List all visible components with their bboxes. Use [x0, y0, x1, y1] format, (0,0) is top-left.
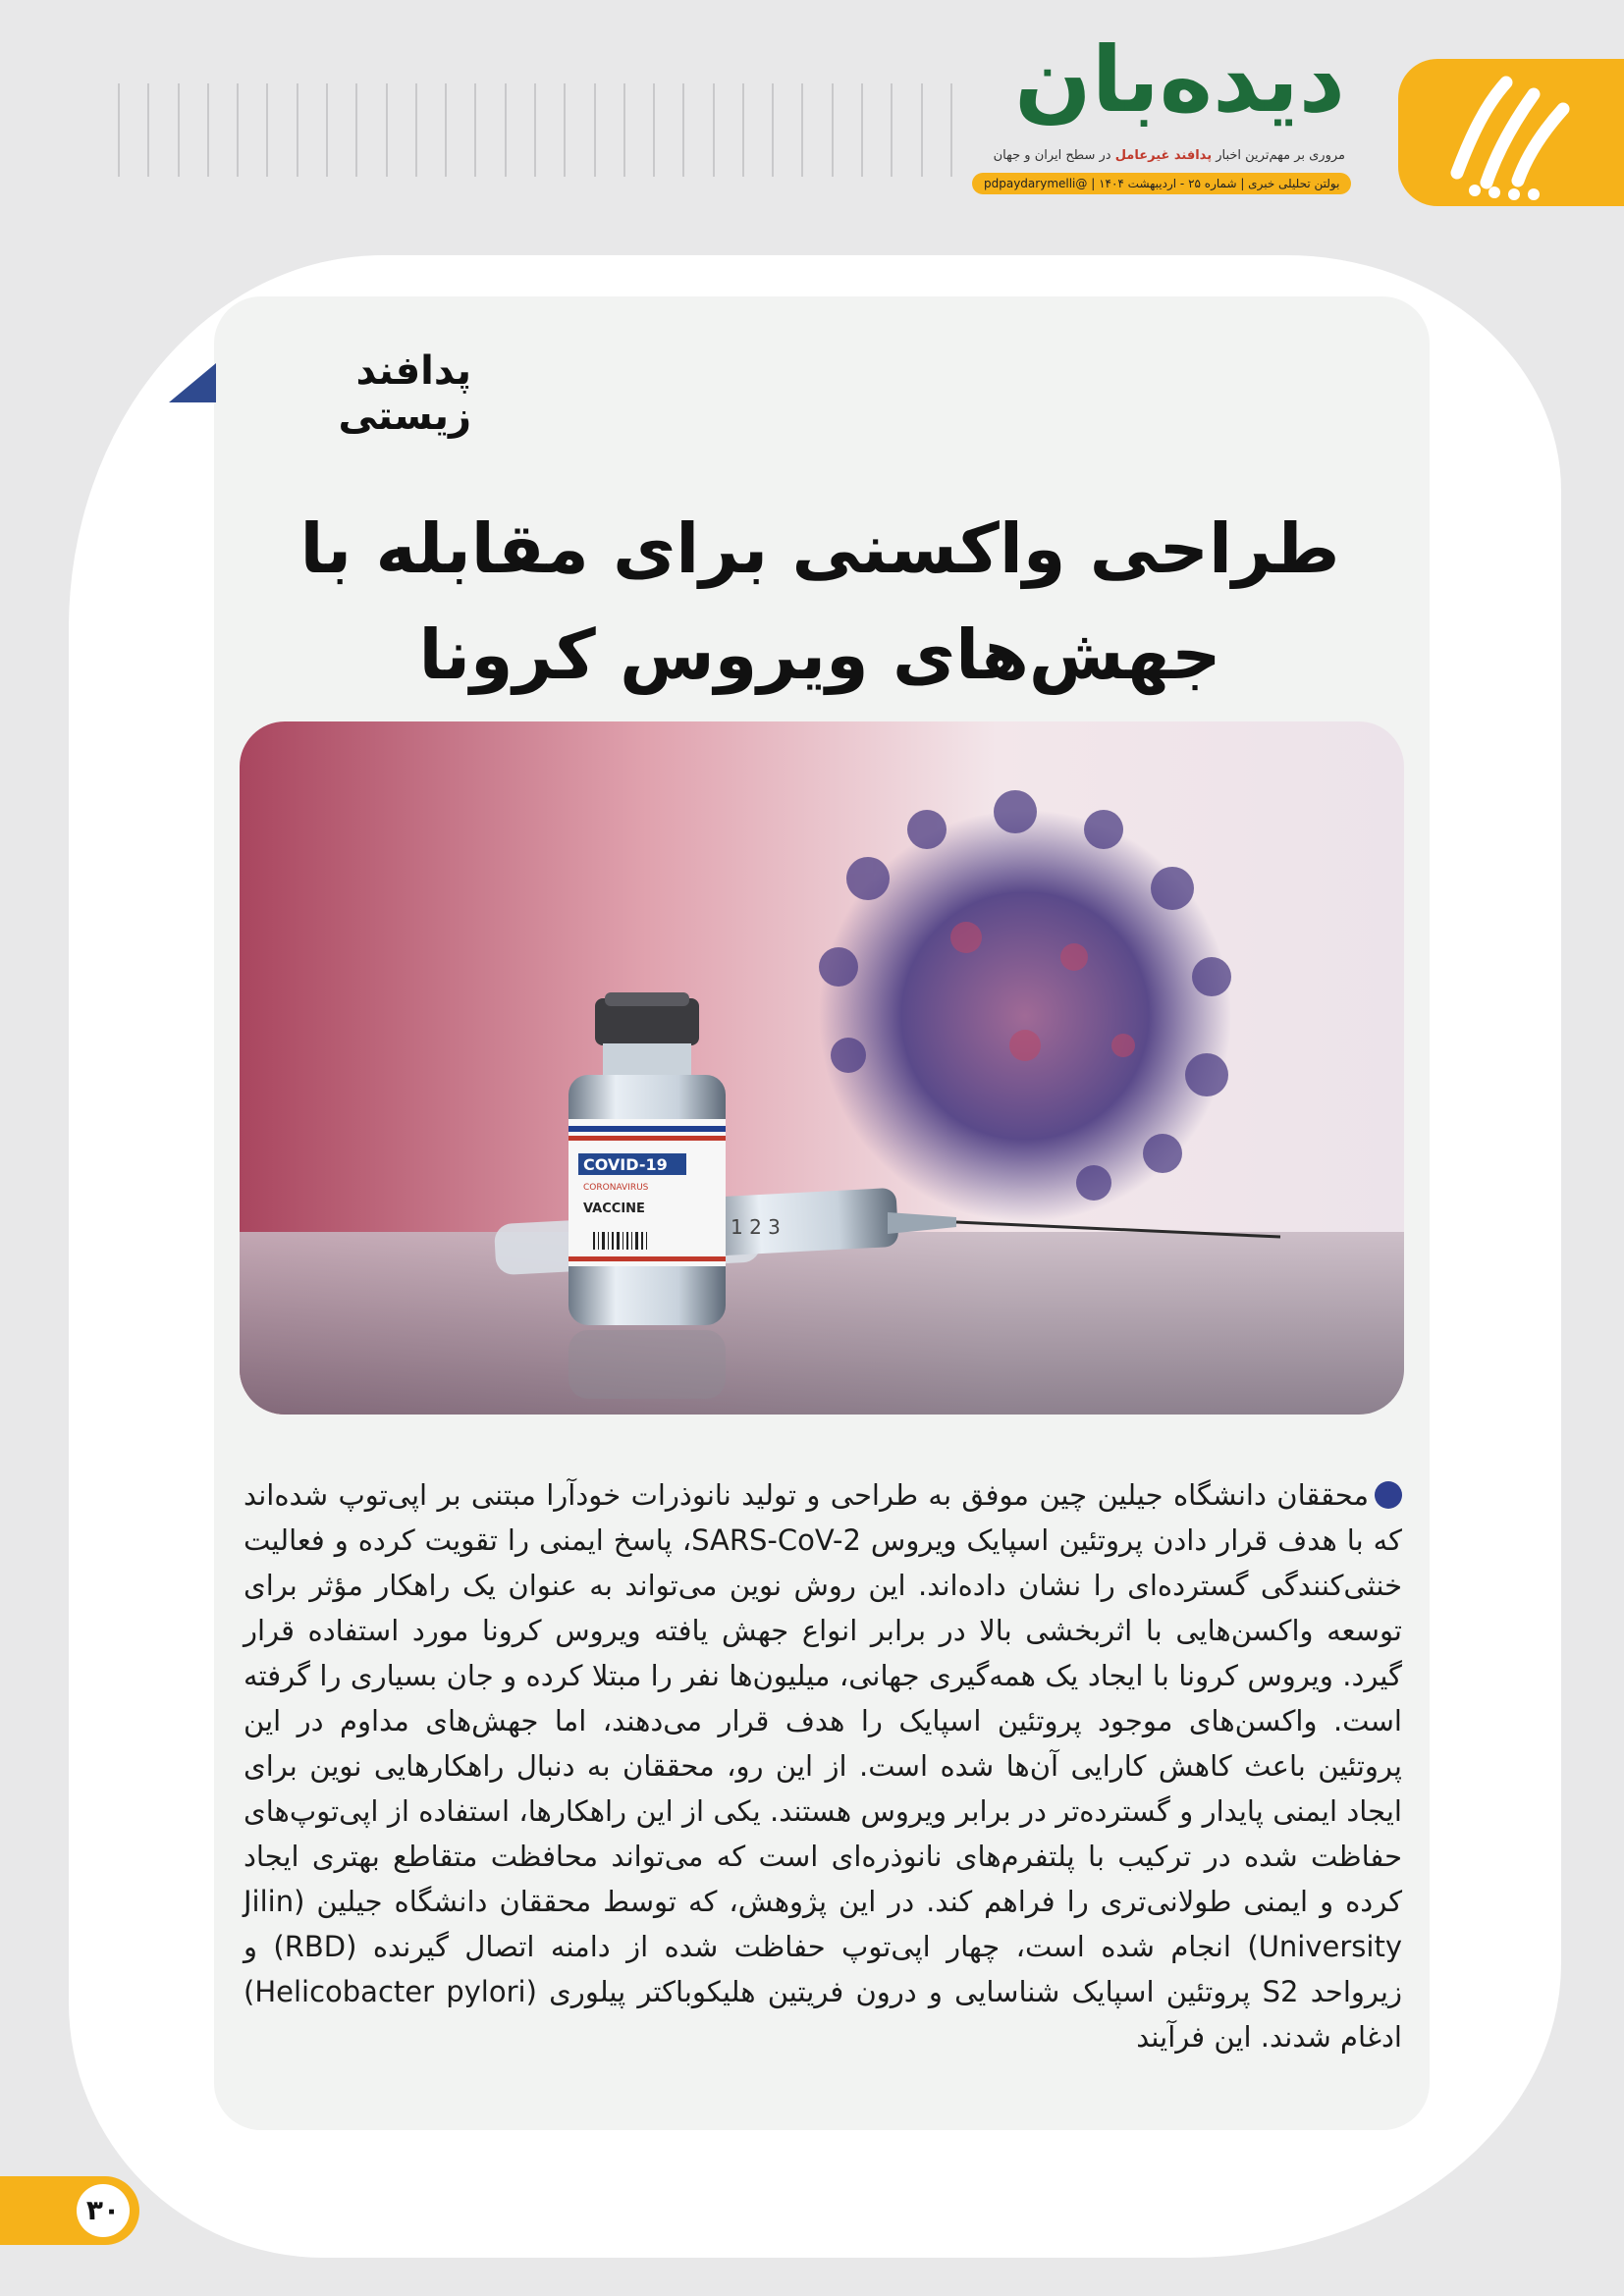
article-body-text: محققان دانشگاه جیلین چین موفق به طراحی و تولید نانوذرات خودآرا مبتنی بر اپی‌توپ شده‌اند که با هدف قرار دادن پروتئین اسپایک ویروس SARS-CoV-2، پاسخ ایمنی را تقویت کرده و فعالیت خنثی‌کنندگی گسترده‌ای را نشان داده‌اند. این روش نوین می‌تواند به عنوان یک راهکار مؤثر برای توسعه واکسن‌هایی با اثربخشی بالا در برابر انواع جهش یافته ویروس کرونا مورد استفاده قرار گیرد. ویروس کرونا با ایجاد یک همه‌گیری جهانی، میلیون‌ها نفر را مبتلا کرده و جان بسیاری را گرفته است. واکسن‌های موجود پروتئین اسپایک را هدف قرار می‌دهند، اما جهش‌های مداوم در این پروتئین باعث کاهش کارایی آن‌ها شده است. از این رو، محققان به دنبال راهکارهایی نوین برای ایجاد ایمنی پایدار و گسترده‌تر در برابر ویروس هستند. یکی از این راهکارها، استفاده از اپی‌توپ‌های حفاظت شده در ترکیب با پلتفرم‌های نانوذره‌ای است که می‌تواند محافظت متقاطع بهتری ایجاد کرده و ایمنی طولانی‌تری را فراهم کند. در این پژوهش، که توسط محققان دانشگاه جیلین (Jilin University) انجام شده است، چهار اپی‌توپ حفاظت شده از دامنه اتصال گیرنده (RBD) و زیرواحد S2 پروتئین اسپایک شناسایی و درون فریتین هلیکوباکتر پیلوری (Helicobacter pylori) ادغام شدند. این فرآیند — [244, 1478, 1402, 2054]
vial-label-covid: COVID-19 — [583, 1155, 668, 1174]
tagline-highlight: پدافند غیرعامل — [1114, 148, 1213, 163]
svg-text:1 2 3: 1 2 3 — [731, 1215, 781, 1239]
paragraph-bullet-icon — [1375, 1481, 1402, 1509]
masthead-tagline — [972, 147, 1345, 165]
page-number: ۳۰ — [77, 2184, 130, 2237]
publisher-logo-badge — [1398, 59, 1624, 206]
page-number-tab — [0, 2176, 139, 2245]
masthead-title: دیده‌بان — [1014, 27, 1345, 133]
vial-label-vaccine: VACCINE — [583, 1201, 645, 1216]
header-decorative-stripes — [118, 83, 952, 177]
bulletin-info-strip: بولتن تحلیلی خبری | شماره ۲۵ - اردیبهشت ۱۴۰۴ | @pdpaydarymelli — [972, 173, 1351, 194]
tagline-text-end: در سطح ایران و جهان — [993, 148, 1115, 163]
section-title: پدافند زیستی — [338, 348, 471, 439]
masthead — [972, 22, 1345, 213]
section-marker-triangle — [169, 363, 216, 402]
article-headline: طراحی واکسنی برای مقابله با جهش‌های ویروس کرونا — [299, 508, 1340, 695]
tagline-text: مروری بر مهم‌ترین اخبار — [1212, 148, 1345, 163]
article-body — [244, 1472, 1402, 2059]
vial-label-coronavirus: CORONAVIRUS — [583, 1183, 649, 1193]
paydari-logo-icon — [1437, 65, 1585, 202]
article-photo — [240, 721, 1404, 1415]
